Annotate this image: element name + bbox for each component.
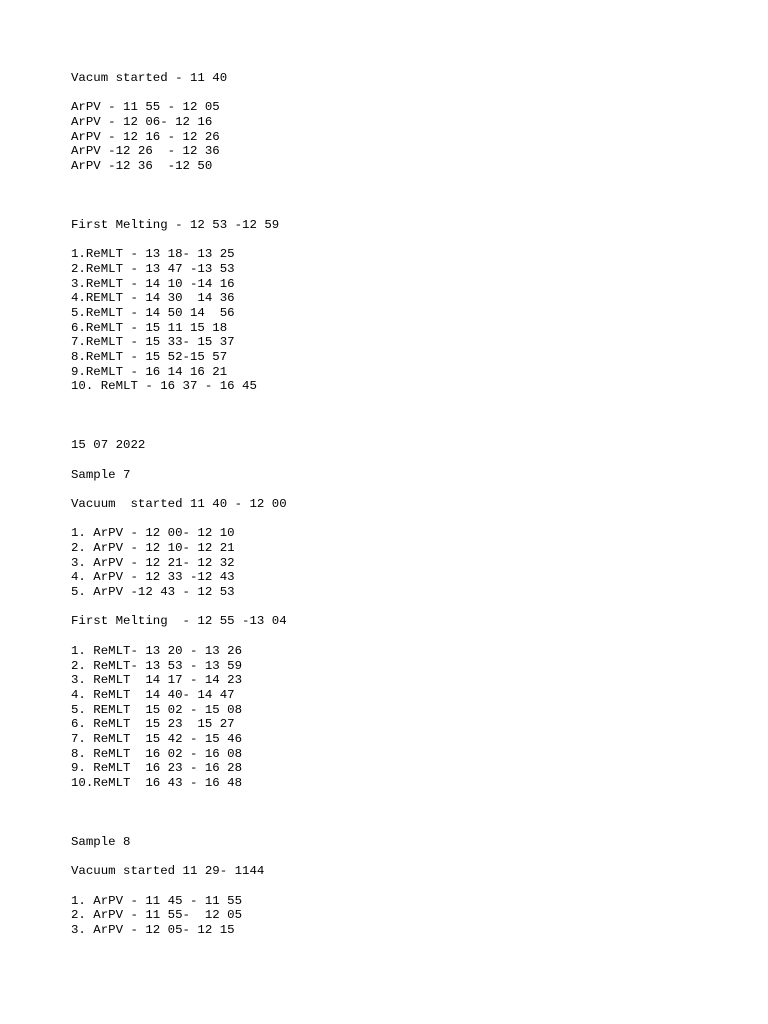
blank-line xyxy=(71,233,287,248)
blank-line xyxy=(71,203,287,218)
text-line: 8. ReMLT 16 02 - 16 08 xyxy=(71,746,243,761)
text-line: 10.ReMLT 16 43 - 16 48 xyxy=(71,776,243,790)
blank-line xyxy=(71,174,287,189)
text-line: ArPV -12 36 -12 50 xyxy=(71,159,213,174)
blank-line xyxy=(71,791,287,806)
blank-line xyxy=(71,394,287,409)
text-line: 4. ArPV - 12 33 -12 43 xyxy=(71,570,235,585)
text-line: 2. ArPV - 11 55- 12 05 xyxy=(71,908,243,923)
text-line: 1. ArPV - 11 45 - 11 55 xyxy=(71,893,243,908)
text-line: Sample 8 xyxy=(71,834,131,849)
text-line: 5.ReMLT - 14 50 14 56 xyxy=(71,306,235,320)
text-line: 3. ReMLT 14 17 - 14 23 xyxy=(71,673,243,688)
text-line: First Melting - 12 53 -12 59 xyxy=(71,217,280,232)
text-line: 15 07 2022 xyxy=(71,438,146,453)
text-line: 9.ReMLT - 16 14 16 21 xyxy=(71,364,228,379)
text-line: Sample 7 xyxy=(71,467,131,482)
text-line: 3. ArPV - 12 21- 12 32 xyxy=(71,555,235,570)
text-line: 2. ArPV - 12 10- 12 21 xyxy=(71,541,235,555)
blank-line xyxy=(71,805,287,820)
text-line: 2. ReMLT- 13 53 - 13 59 xyxy=(71,658,243,673)
text-line: Vacuum started 11 29- 1144 xyxy=(71,864,265,879)
blank-line xyxy=(71,424,287,439)
text-line: 9. ReMLT 16 23 - 16 28 xyxy=(71,761,243,776)
text-line: 8.ReMLT - 15 52-15 57 xyxy=(71,350,228,365)
text-line: 6. ReMLT 15 23 15 27 xyxy=(71,717,235,732)
text-line: ArPV - 12 06- 12 16 xyxy=(71,115,213,130)
blank-line xyxy=(71,849,287,864)
text-line: 2.ReMLT - 13 47 -13 53 xyxy=(71,261,235,276)
blank-line xyxy=(71,86,287,101)
blank-line xyxy=(71,600,287,615)
text-line: 7. ReMLT 15 42 - 15 46 xyxy=(71,731,243,746)
text-line: 4.REMLT - 14 30 14 36 xyxy=(71,291,235,306)
text-line: 1.ReMLT - 13 18- 13 25 xyxy=(71,247,235,262)
blank-line xyxy=(71,879,287,894)
blank-line xyxy=(71,189,287,204)
text-line: ArPV - 12 16 - 12 26 xyxy=(71,129,220,144)
text-line: 5. REMLT 15 02 - 15 08 xyxy=(71,702,243,717)
text-line: 6.ReMLT - 15 11 15 18 xyxy=(71,320,228,335)
text-line: 3. ArPV - 12 05- 12 15 xyxy=(71,922,235,937)
blank-line xyxy=(71,409,287,424)
text-line: 10. ReMLT - 16 37 - 16 45 xyxy=(71,379,257,394)
text-line: 7.ReMLT - 15 33- 15 37 xyxy=(71,335,235,350)
text-line: 3.ReMLT - 14 10 -14 16 xyxy=(71,276,235,291)
text-line: Vacuum started 11 40 - 12 00 xyxy=(71,496,287,511)
text-line: 1. ReMLT- 13 20 - 13 26 xyxy=(71,643,243,658)
blank-line xyxy=(71,629,287,644)
text-line: 5. ArPV -12 43 - 12 53 xyxy=(71,585,235,600)
text-line: 1. ArPV - 12 00- 12 10 xyxy=(71,526,235,541)
blank-line xyxy=(71,820,287,835)
blank-line xyxy=(71,482,287,497)
text-line: First Melting - 12 55 -13 04 xyxy=(71,614,287,629)
blank-line xyxy=(71,512,287,527)
text-line: ArPV - 11 55 - 12 05 xyxy=(71,100,220,115)
text-line: ArPV -12 26 - 12 36 xyxy=(71,144,220,159)
text-line: 4. ReMLT 14 40- 14 47 xyxy=(71,687,235,702)
blank-line xyxy=(71,453,287,468)
text-line: Vacum started - 11 40 xyxy=(71,71,228,85)
document-text xyxy=(71,71,287,938)
